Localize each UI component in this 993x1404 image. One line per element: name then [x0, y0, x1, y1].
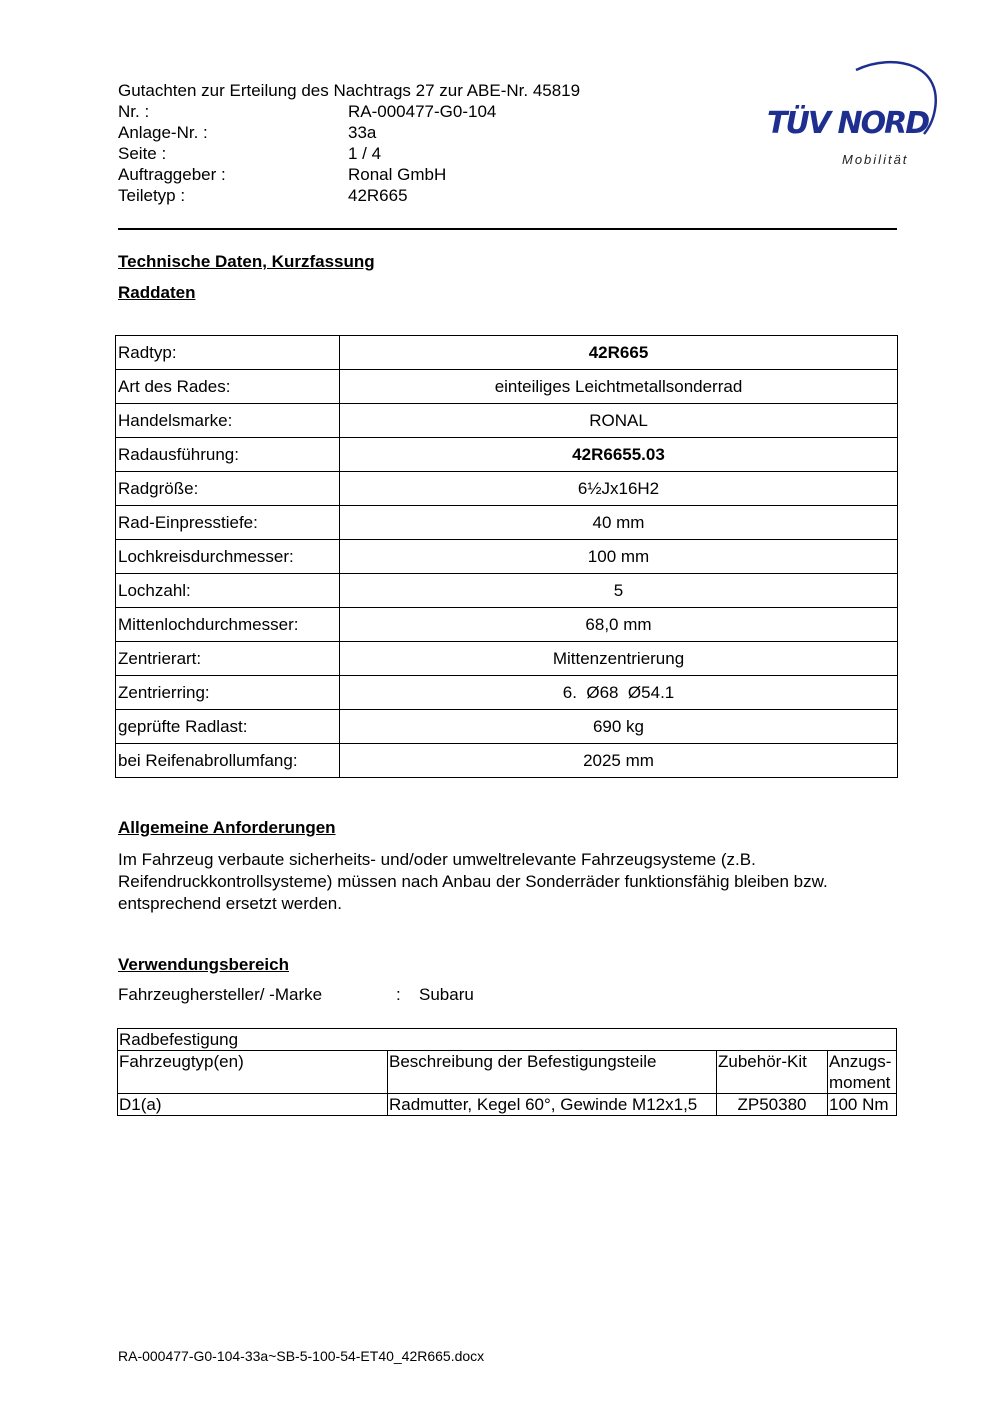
table-header-row [118, 1051, 897, 1094]
document-header [118, 80, 580, 206]
table-row [116, 676, 898, 710]
row-label: Lochzahl: [116, 574, 340, 608]
table-row [116, 642, 898, 676]
table-row [118, 1094, 897, 1116]
row-value: 6. Ø68 Ø54.1 [340, 676, 898, 710]
header-accessory-kit: Zubehör-Kit [717, 1051, 828, 1094]
tuv-nord-logo [764, 56, 944, 176]
header-vehicle-type: Fahrzeugtyp(en) [118, 1051, 388, 1094]
row-label: Radgröße: [116, 472, 340, 506]
row-label: geprüfte Radlast: [116, 710, 340, 744]
meta-value: 1 / 4 [348, 144, 382, 163]
maker-value: Subaru [419, 985, 474, 1004]
cell-fixing-description: Radmutter, Kegel 60°, Gewinde M12x1,5 [388, 1094, 717, 1116]
row-label: Radausführung: [116, 438, 340, 472]
meta-label: Nr. : [118, 102, 150, 121]
meta-row-client [118, 164, 580, 185]
table-row [116, 608, 898, 642]
row-value: 6½Jx16H2 [340, 472, 898, 506]
heading-usage-scope: Verwendungsbereich [118, 955, 289, 974]
table-row [116, 370, 898, 404]
row-value: 100 mm [340, 540, 898, 574]
header-divider [118, 228, 897, 230]
meta-label: Teiletyp : [118, 186, 186, 205]
table-caption-row [118, 1029, 897, 1051]
meta-label: Seite : [118, 144, 167, 163]
table-row [116, 472, 898, 506]
table-row [116, 574, 898, 608]
document-title: Gutachten zur Erteilung des Nachtrags 27 zur ABE-Nr. 45819 [118, 81, 581, 100]
header-fixing-description: Beschreibung der Befestigungsteile [388, 1051, 717, 1094]
heading-general-requirements: Allgemeine Anforderungen [118, 818, 336, 837]
wheel-fixing-table [117, 1028, 897, 1116]
row-value: einteiliges Leichtmetallsonderrad [340, 370, 898, 404]
row-value: Mittenzentrierung [340, 642, 898, 676]
heading-wheel-data: Raddaten [118, 283, 196, 302]
general-requirements-text: Im Fahrzeug verbaute sicherheits- und/oder umweltrelevante Fahrzeugsysteme (z.B. Reifendruckkontrollsysteme) müssen nach Anbau der Sonderräder funktionsfähig bleiben bzw. entsprechend ersetzt werden. [118, 850, 828, 913]
cell-vehicle-type: D1(a) [118, 1094, 388, 1116]
table-row [116, 336, 898, 370]
meta-value: 33a [348, 123, 377, 142]
meta-value: 42R665 [348, 186, 408, 205]
row-value: 40 mm [340, 506, 898, 540]
row-label: Zentrierring: [116, 676, 340, 710]
cell-accessory-kit: ZP50380 [717, 1094, 828, 1116]
table-row [116, 540, 898, 574]
meta-row-number [118, 101, 580, 122]
meta-row-page [118, 143, 580, 164]
row-value: 42R665 [340, 336, 898, 370]
row-value: 42R6655.03 [340, 438, 898, 472]
logo-subtitle: Mobilität [842, 152, 909, 167]
logo-wordmark: TÜV NORD [767, 106, 929, 141]
table-row [116, 404, 898, 438]
meta-label: Auftraggeber : [118, 165, 226, 184]
table-row [116, 438, 898, 472]
vehicle-maker-row [118, 985, 474, 1005]
row-value: 2025 mm [340, 744, 898, 778]
table-caption: Radbefestigung [118, 1029, 897, 1051]
row-value: 68,0 mm [340, 608, 898, 642]
row-value: RONAL [340, 404, 898, 438]
row-label: Zentrierart: [116, 642, 340, 676]
table-row [116, 506, 898, 540]
table-row [116, 710, 898, 744]
row-label: bei Reifenabrollumfang: [116, 744, 340, 778]
footer-filename: RA-000477-G0-104-33a~SB-5-100-54-ET40_42R665.docx [118, 1348, 485, 1364]
header-torque: Anzugs-moment [828, 1051, 897, 1094]
row-label: Art des Rades: [116, 370, 340, 404]
row-value: 690 kg [340, 710, 898, 744]
meta-value: Ronal GmbH [348, 165, 447, 184]
maker-colon: : [396, 985, 401, 1004]
row-label: Mittenlochdurchmesser: [116, 608, 340, 642]
meta-row-part-type [118, 185, 580, 206]
row-label: Radtyp: [116, 336, 340, 370]
meta-row-attachment [118, 122, 580, 143]
row-label: Handelsmarke: [116, 404, 340, 438]
heading-technical-data: Technische Daten, Kurzfassung [118, 252, 375, 271]
cell-torque: 100 Nm [828, 1094, 897, 1116]
table-row [116, 744, 898, 778]
meta-label: Anlage-Nr. : [118, 123, 208, 142]
meta-value: RA-000477-G0-104 [348, 102, 497, 121]
row-label: Lochkreisdurchmesser: [116, 540, 340, 574]
row-value: 5 [340, 574, 898, 608]
wheel-data-table [115, 335, 898, 778]
maker-label: Fahrzeughersteller/ -Marke [118, 985, 323, 1004]
row-label: Rad-Einpresstiefe: [116, 506, 340, 540]
